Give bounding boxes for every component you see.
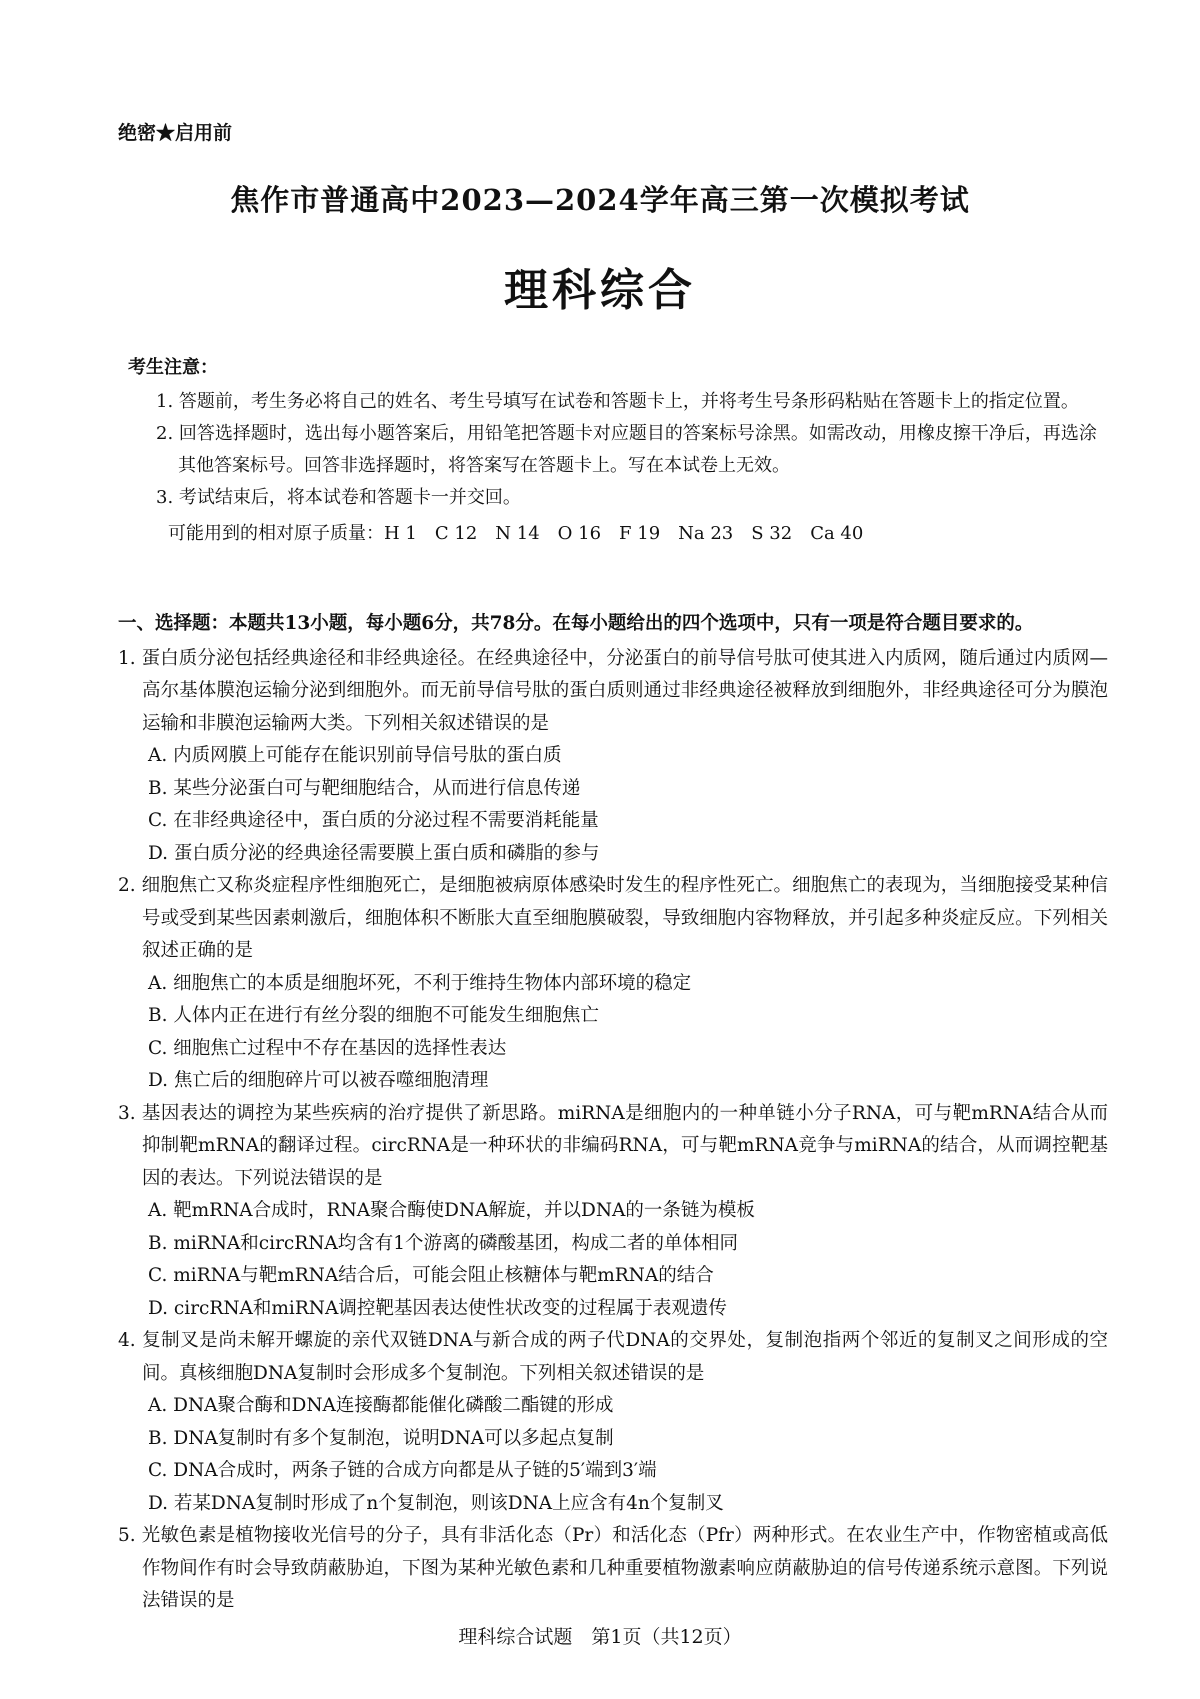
question-option: C. DNA合成时，两条子链的合成方向都是从子链的5′端到3′端 (148, 1460, 657, 1481)
question-option: C. 在非经典途径中，蛋白质的分泌过程不需要消耗能量 (148, 810, 599, 831)
question-option: B. miRNA和circRNA均含有1个游离的磷酸基团，构成二者的单体相同 (148, 1232, 739, 1254)
question-option: B. 人体内正在进行有丝分裂的细胞不可能发生细胞焦亡 (148, 1005, 599, 1026)
question-stem: 2. 细胞焦亡又称炎症程序性细胞死亡，是细胞被病原体感染时发生的程序性死亡。细胞焦亡的表现为，当细胞接受某种信号或受到某些因素刺激后，细胞体积不断胀大直至细胞膜破裂，导致细胞内容物释放，并引起多种炎症反应。下列相关叙述正确的是 (118, 875, 1108, 961)
question-1 (118, 643, 1108, 871)
notice-item: 3. 考试结束后，将本试卷和答题卡一并交回。 (156, 487, 521, 508)
question-stem: 4. 复制叉是尚未解开螺旋的亲代双链DNA与新合成的两子代DNA的交界处，复制泡指两个邻近的复制叉之间形成的空间。真核细胞DNA复制时会形成多个复制泡。下列相关叙述错误的是 (118, 1330, 1108, 1384)
question-option: B. DNA复制时有多个复制泡，说明DNA可以多起点复制 (148, 1427, 614, 1449)
notice-item: 2. 回答选择题时，选出每小题答案后，用铅笔把答题卡对应题目的答案标号涂黑。如需改动，用橡皮擦干净后，再选涂其他答案标号。回答非选择题时，将答案写在答题卡上。写在本试卷上无效。 (156, 423, 1097, 476)
question-stem: 3. 基因表达的调控为某些疾病的治疗提供了新思路。miRNA是细胞内的一种单链小分子RNA，可与靶mRNA结合从而抑制靶mRNA的翻译过程。circRNA是一种环状的非编码RNA，可与靶mRNA竞争与miRNA的结合，从而调控靶基因的表达。下列说法错误的是 (118, 1102, 1108, 1189)
question-4 (118, 1325, 1108, 1520)
page-footer: 理科综合试题 第1页（共12页） (458, 1626, 742, 1648)
question-option: D. 若某DNA复制时形成了n个复制泡，则该DNA上应含有4n个复制叉 (148, 1492, 724, 1514)
question-option: B. 某些分泌蛋白可与靶细胞结合，从而进行信息传递 (148, 777, 581, 799)
question-option: A. 细胞焦亡的本质是细胞坏死，不利于维持生物体内部环境的稳定 (148, 972, 692, 994)
section-heading: 一、选择题：本题共13小题，每小题6分，共78分。在每小题给出的四个选项中，只有一项是符合题目要求的。 (118, 613, 1034, 634)
notice-item: 1. 答题前，考生务必将自己的姓名、考生号填写在试卷和答题卡上，并将考生号条形码粘贴在答题卡上的指定位置。 (156, 391, 1079, 412)
question-option: A. DNA聚合酶和DNA连接酶都能催化磷酸二酯键的形成 (148, 1395, 614, 1416)
question-option: C. miRNA与靶mRNA结合后，可能会阻止核糖体与靶mRNA的结合 (148, 1265, 714, 1286)
question-option: D. circRNA和miRNA调控靶基因表达使性状改变的过程属于表观遗传 (148, 1297, 727, 1319)
question-2 (118, 870, 1108, 1098)
atomic-masses: 可能用到的相对原子质量：H 1 C 12 N 14 O 16 F 19 Na 23 S 32 Ca 40 (168, 523, 864, 544)
question-5 (118, 1520, 1108, 1618)
question-option: A. 靶mRNA合成时，RNA聚合酶使DNA解旋，并以DNA的一条链为模板 (148, 1200, 755, 1221)
question-stem: 5. 光敏色素是植物接收光信号的分子，具有非活化态（Pr）和活化态（Pfr）两种形式。在农业生产中，作物密植或高低作物间作有时会导致荫蔽胁迫，下图为某种光敏色素和几种重要植物激素响应荫蔽胁迫的信号传递系统示意图。下列说法错误的是 (118, 1525, 1108, 1611)
question-stem: 1. 蛋白质分泌包括经典途径和非经典途径。在经典途径中，分泌蛋白的前导信号肽可使其进入内质网，随后通过内质网—高尔基体膜泡运输分泌到细胞外。而无前导信号肽的蛋白质则通过非经典途径被释放到细胞外，非经典途径可分为膜泡运输和非膜泡运输两大类。下列相关叙述错误的是 (118, 647, 1108, 734)
exam-title: 焦作市普通高中2023—2024学年高三第一次模拟考试 (230, 183, 970, 217)
question-option: A. 内质网膜上可能存在能识别前导信号肽的蛋白质 (148, 745, 562, 766)
choice-section (118, 608, 1108, 1618)
question-3 (118, 1098, 1108, 1326)
confidential-mark: 绝密★启用前 (118, 122, 233, 144)
question-option: D. 蛋白质分泌的经典途径需要膜上蛋白质和磷脂的参与 (148, 842, 600, 864)
notice-heading: 考生注意： (128, 357, 218, 378)
subject-title: 理科综合 (504, 265, 696, 316)
question-list (118, 643, 1108, 1618)
candidate-notice (128, 352, 1108, 550)
question-option: D. 焦亡后的细胞碎片可以被吞噬细胞清理 (148, 1070, 489, 1091)
question-option: C. 细胞焦亡过程中不存在基因的选择性表达 (148, 1037, 507, 1059)
